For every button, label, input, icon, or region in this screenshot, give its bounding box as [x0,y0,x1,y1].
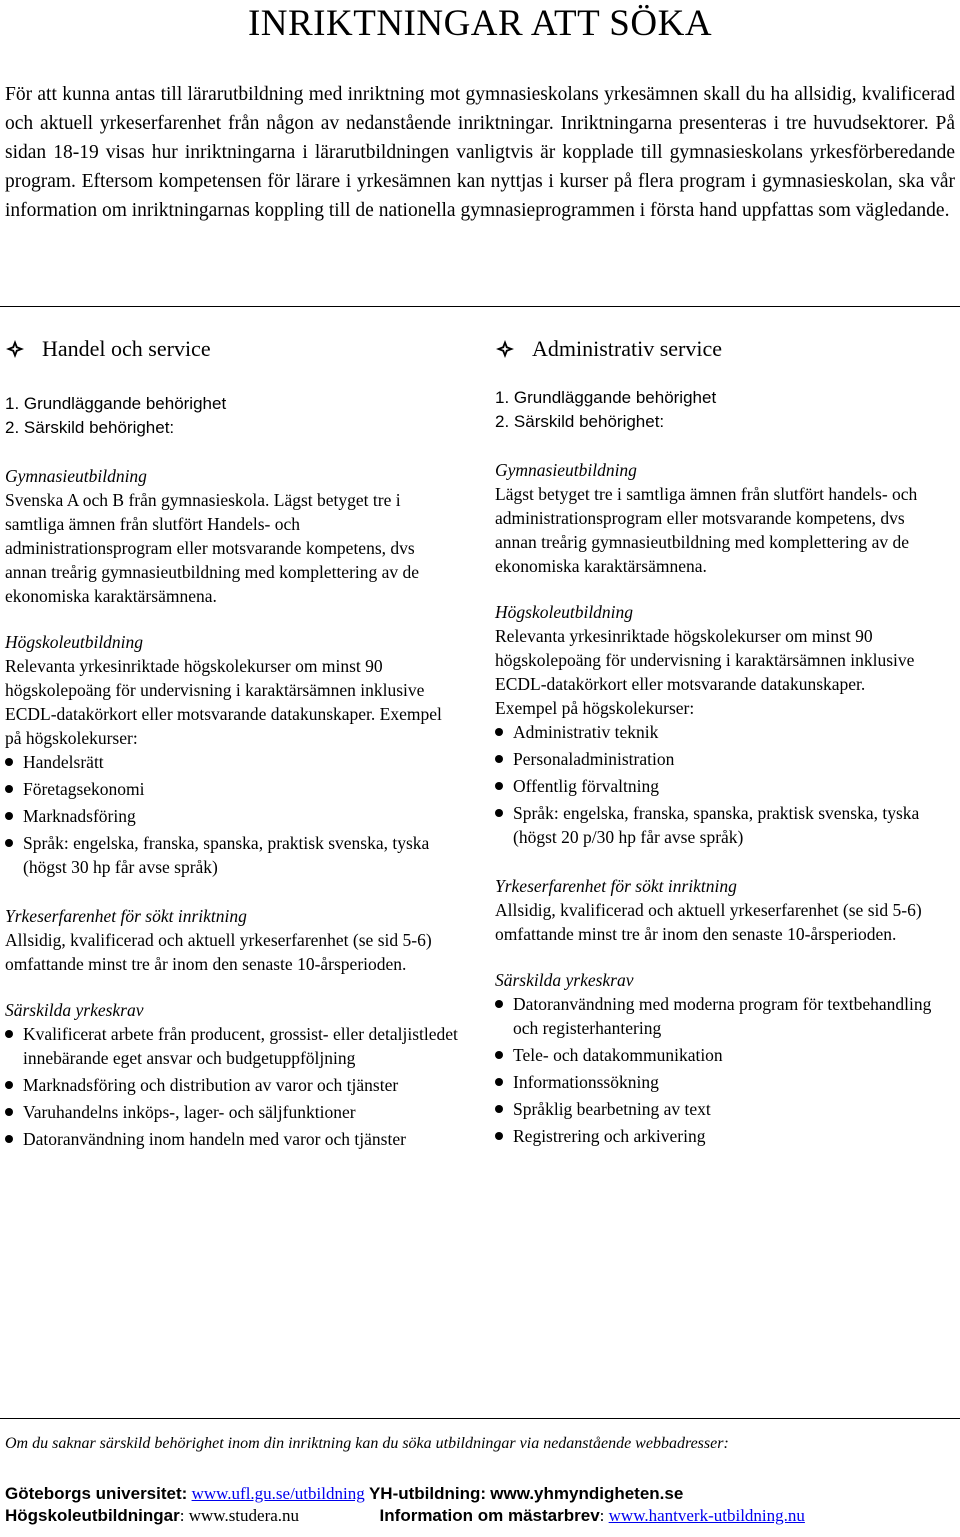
gym-text: Lägst betyget tre i samtliga ämnen från slutfört handels- och administrationsprogram eller motsvarande kompetens, dvs annan treårig gymnasieutbildning med komplettering av de ekonomiska karaktärsämnena. [495,484,918,576]
req-special: 2. Särskild behörighet: [5,418,175,437]
column-administrativ [495,334,950,1151]
info-label: Information om mästarbrev [379,1506,600,1525]
yrk-text: Allsidig, kvalificerad och aktuell yrkeserfarenhet (se sid 5-6) omfattande minst tre år inom den senaste 10-årsperioden. [495,900,922,944]
gu-label: Göteborgs universitet: [5,1484,188,1503]
gym-text: Svenska A och B från gymnasieskola. Lägst betyget tre i samtliga ämnen från slutfört Handels- och administrationsprogram eller motsvarande kompetens, dvs annan treårig gymnasieutbildning med komplettering av de ekonomiska karaktärsämnena. [5,490,420,606]
diamond-bullet-icon [495,339,515,359]
info-colon: : [599,1506,605,1525]
list-item: Kvalificerat arbete från producent, grossist- eller detaljistledet innebärande eget ansvar och budgetuppföljning [5,1022,460,1070]
page-title: INRIKTNINGAR ATT SÖKA [247,3,713,44]
hog-text: Relevanta yrkesinriktade högskolekurser om minst 90 högskolepoäng för undervisning i karaktärsämnen inklusive ECDL-datakörkort eller motsvarande datakunskaper. Exempel på högskolekurser: [5,656,442,748]
sarskilda-list [495,992,950,1148]
list-item: Datoranvändning med moderna program för textbehandling och registerhantering [495,992,950,1040]
diamond-bullet-icon [5,339,25,359]
list-item: Offentlig förvaltning [495,774,950,798]
list-item: Datoranvändning inom handeln med varor och tjänster [5,1127,460,1151]
column-handel [5,334,460,1154]
footer-line-2 [5,1505,805,1527]
sector-heading [5,334,460,364]
footer-note: Om du saknar särskild behörighet inom din inriktning kan du söka utbildningar via nedanstående webbadresser: [5,1435,729,1452]
req-basic: 1. Grundläggande behörighet [495,388,717,407]
info-link[interactable]: www.hantverk-utbildning.nu [608,1506,805,1525]
yrk-text: Allsidig, kvalificerad och aktuell yrkeserfarenhet (se sid 5-6) omfattande minst tre år inom den senaste 10-årsperioden. [5,930,432,974]
sarskilda-heading: Särskilda yrkeskrav [5,1000,144,1020]
footer-links [5,1483,805,1527]
yh-link: www.yhmyndigheten.se [490,1484,684,1503]
hs-link: www.studera.nu [188,1506,300,1525]
list-item: Språk: engelska, franska, spanska, praktisk svenska, tyska (högst 20 p/30 hp får avse språk) [495,801,950,849]
yrk-heading: Yrkeserfarenhet för sökt inriktning [495,876,737,896]
hog-text-examples: Exempel på högskolekurser: [495,698,695,718]
sector-heading [495,334,950,364]
list-item: Tele- och datakommunikation [495,1043,950,1067]
sarskilda-list [5,1022,460,1151]
sarskilda-heading: Särskilda yrkeskrav [495,970,634,990]
list-item: Företagsekonomi [5,777,460,801]
list-item: Registrering och arkivering [495,1124,950,1148]
hog-list [495,720,950,849]
list-item: Administrativ teknik [495,720,950,744]
gym-heading: Gymnasieutbildning [495,460,637,480]
sector-title: Administrativ service [532,336,723,361]
hog-heading: Högskoleutbildning [495,602,634,622]
intro-paragraph: För att kunna antas till lärarutbildning med inriktning mot gymnasieskolans yrkesämnen skall du ha allsidig, kvalificerad och aktuell yrkeserfarenhet från någon av nedanstående inriktningar. Inriktningarna presenteras i tre huvudsektorer. På sidan 18-19 visas hur inriktningarna i lärarutbildningen vanligtvis är kopplade till gymnasieskolans yrkesförberedande program. Eftersom kompetensen för lärare i yrkesämnen kan nyttjas i kurser på flera program i gymnasieskolan, ska vår information om inriktningarnas koppling till de nationella gymnasieprogrammen i första hand uppfattas som vägledande. [5,84,955,221]
list-item: Språk: engelska, franska, spanska, praktisk svenska, tyska (högst 30 hp får avse språk) [5,831,460,879]
footer-divider [0,1418,960,1419]
list-item: Marknadsföring och distribution av varor och tjänster [5,1073,460,1097]
list-item: Informationssökning [495,1070,950,1094]
hog-list [5,750,460,879]
list-item: Varuhandelns inköps-, lager- och säljfunktioner [5,1100,460,1124]
hs-label: Högskoleutbildningar [5,1506,180,1525]
gu-link[interactable]: www.ufl.gu.se/utbildning [191,1484,365,1503]
divider [0,306,960,307]
hog-heading: Högskoleutbildning [5,632,144,652]
sector-title: Handel och service [42,336,211,361]
req-basic: 1. Grundläggande behörighet [5,394,227,413]
yh-label: YH-utbildning: [368,1484,487,1503]
gym-heading: Gymnasieutbildning [5,466,147,486]
hs-colon: : [179,1506,185,1525]
req-special: 2. Särskild behörighet: [495,412,665,431]
list-item: Handelsrätt [5,750,460,774]
hog-text: Relevanta yrkesinriktade högskolekurser om minst 90 högskolepoäng för undervisning i karaktärsämnen inklusive ECDL-datakörkort eller motsvarande datakunskaper. [495,626,915,694]
footer-line-1 [5,1483,805,1505]
yrk-heading: Yrkeserfarenhet för sökt inriktning [5,906,247,926]
list-item: Marknadsföring [5,804,460,828]
list-item: Personaladministration [495,747,950,771]
list-item: Språklig bearbetning av text [495,1097,950,1121]
